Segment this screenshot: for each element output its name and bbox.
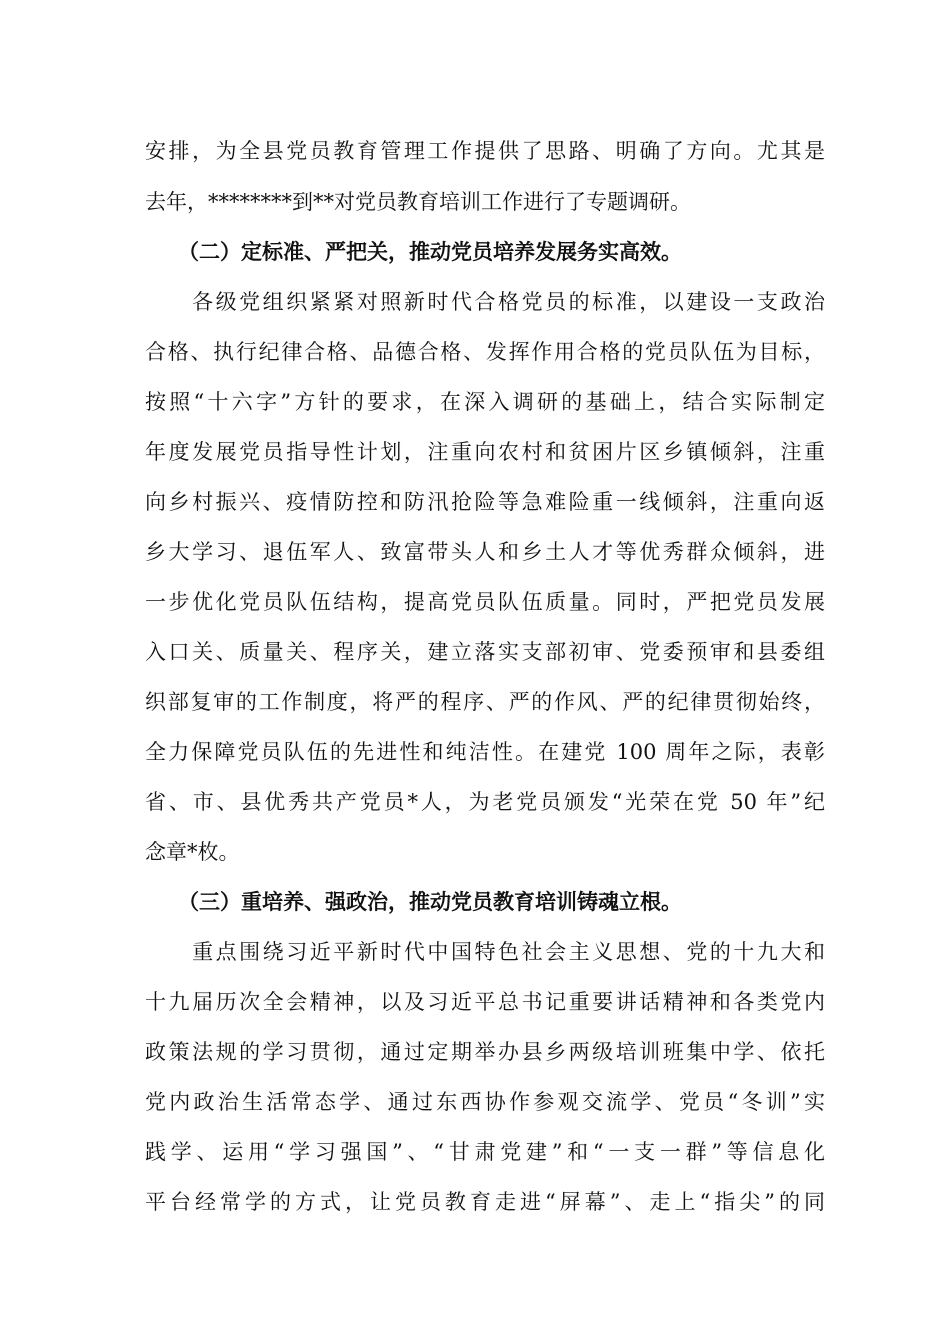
paragraph-line: 政策法规的学习贯彻，通过定期举办县乡两级培训班集中学、依托	[145, 1040, 825, 1064]
paragraph-line: 一步优化党员队伍结构，提高党员队伍质量。同时，严把党员发展	[145, 590, 825, 614]
paragraph-line: 全力保障党员队伍的先进性和纯洁性。在建党 100 周年之际，表彰	[145, 740, 825, 764]
paragraph-line: 念章*枚。	[145, 840, 240, 864]
section-heading: （三）重培养、强政治，推动党员教育培训铸魂立根。	[178, 890, 682, 914]
paragraph-line: 各级党组织紧紧对照新时代合格党员的标准，以建设一支政治	[145, 290, 825, 314]
paragraph-line: 合格、执行纪律合格、品德合格、发挥作用合格的党员队伍为目标，	[145, 340, 825, 364]
paragraph-line: 践学、运用“学习强国”、“甘肃党建”和“一支一群”等信息化	[145, 1140, 825, 1164]
paragraph-line: 平台经常学的方式，让党员教育走进“屏幕”、走上“指尖”的同	[145, 1190, 825, 1214]
paragraph-line: 党内政治生活常态学、通过东西协作参观交流学、党员“冬训”实	[145, 1090, 825, 1114]
paragraph-line: 织部复审的工作制度，将严的程序、严的作风、严的纪律贯彻始终，	[145, 690, 825, 714]
paragraph-line: 省、市、县优秀共产党员*人，为老党员颁发“光荣在党 50 年”纪	[145, 790, 825, 814]
section-heading: （二）定标准、严把关，推动党员培养发展务实高效。	[178, 240, 682, 264]
paragraph-line: 去年，********到**对党员教育培训工作进行了专题调研。	[145, 190, 691, 214]
paragraph-line: 向乡村振兴、疫情防控和防汛抢险等急难险重一线倾斜，注重向返	[145, 490, 825, 514]
paragraph-line: 入口关、质量关、程序关，建立落实支部初审、党委预审和县委组	[145, 640, 825, 664]
paragraph-line: 乡大学习、退伍军人、致富带头人和乡土人才等优秀群众倾斜，进	[145, 540, 825, 564]
paragraph-line: 安排，为全县党员教育管理工作提供了思路、明确了方向。尤其是	[145, 139, 825, 163]
paragraph-line: 重点围绕习近平新时代中国特色社会主义思想、党的十九大和	[145, 940, 825, 964]
paragraph-line: 年度发展党员指导性计划，注重向农村和贫困片区乡镇倾斜，注重	[145, 440, 825, 464]
paragraph-line: 十九届历次全会精神，以及习近平总书记重要讲话精神和各类党内	[145, 990, 825, 1014]
paragraph-line: 按照“十六字”方针的要求，在深入调研的基础上，结合实际制定	[145, 390, 825, 414]
